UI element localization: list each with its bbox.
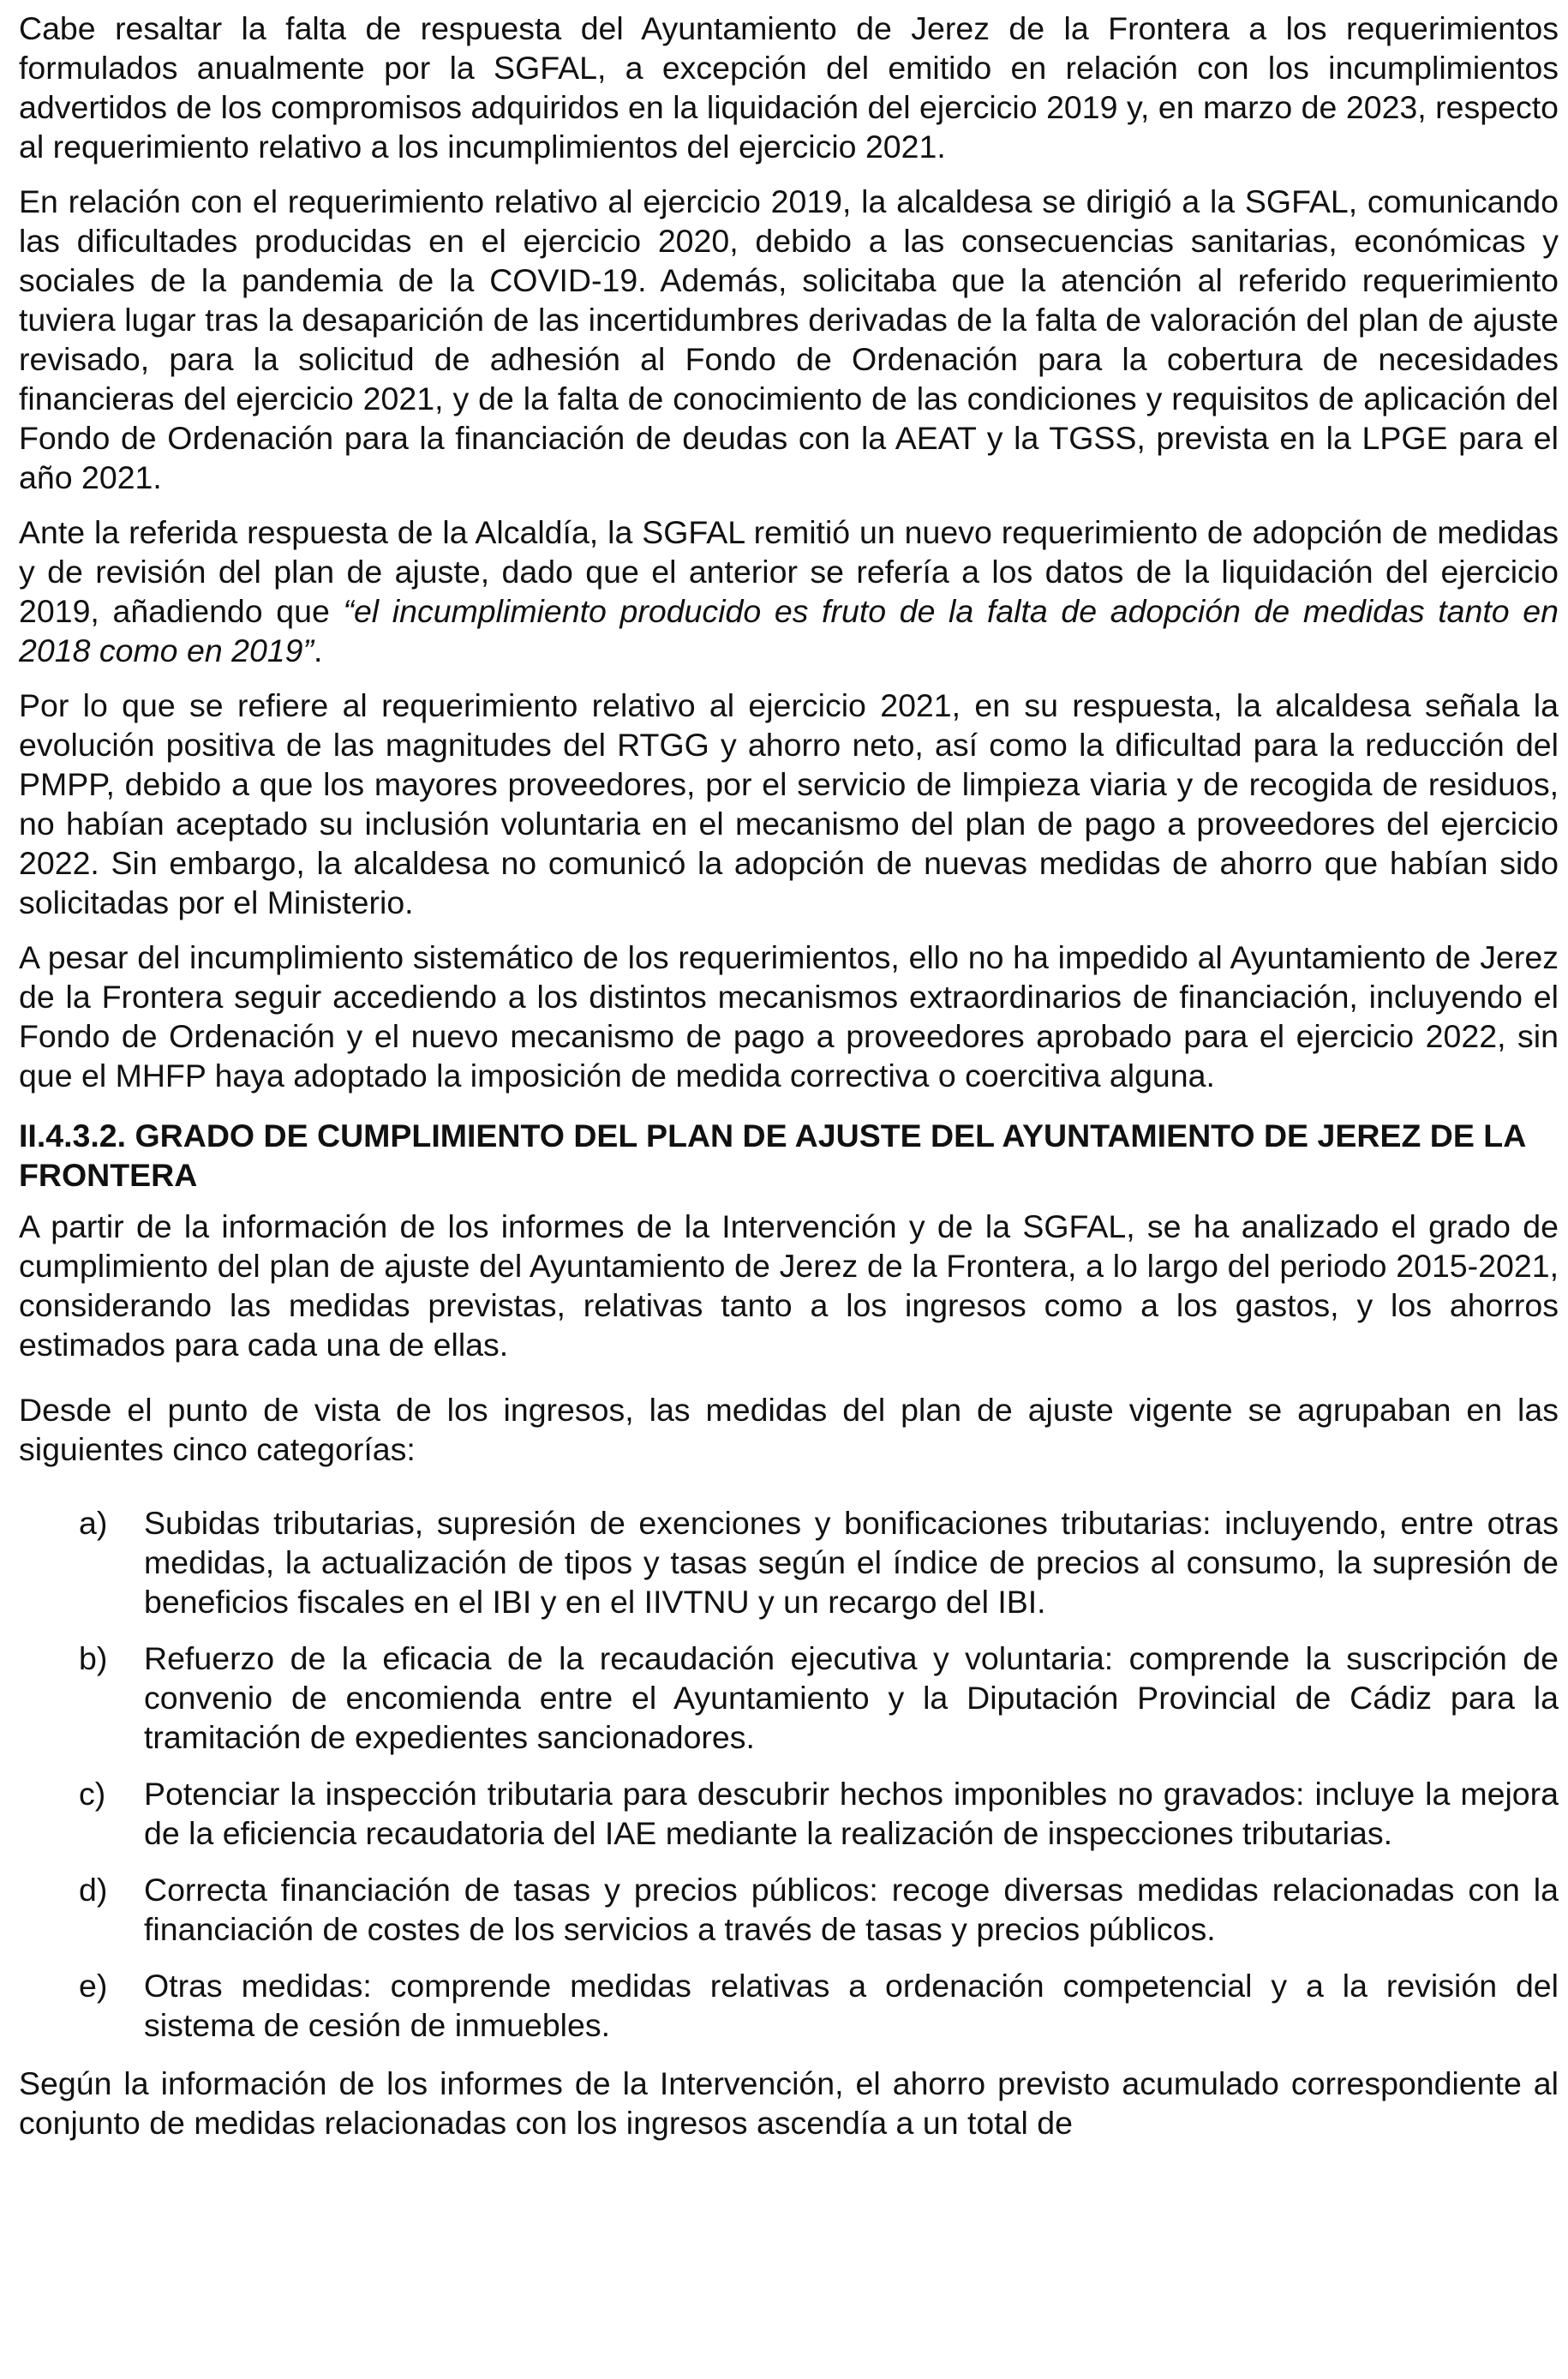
- list-item: [19, 1503, 1559, 1621]
- list-marker: c): [79, 1776, 106, 1812]
- paragraph-5: A pesar del incumplimiento sistemático de los requerimientos, ello no ha impedido al Ayuntamiento de Jerez de la Frontera seguir accediendo a los distintos mecanismos extraordinarios de financiación, incluyendo el Fondo de Ordenación y el nuevo mecanismo de pago a proveedores aprobado para el ejercicio 2022, sin que el MHFP haya adoptado la imposición de medida correctiva o coercitiva alguna.: [19, 939, 1559, 1094]
- list-item: [19, 1870, 1559, 1949]
- list-marker: d): [79, 1872, 108, 1908]
- paragraph-3-text: Ante la referida respuesta de la Alcaldía, la SGFAL remitió un nuevo requerimiento de adopción de medidas y de revisión del plan de ajuste, dado que el anterior se refería a los datos de la liquidación del ejercicio 2019, añadiendo que: [19, 514, 1559, 629]
- paragraph-8: Según la información de los informes de la Intervención, el ahorro previsto acumulado correspondiente al conjunto de medidas relacionadas con los ingresos ascendía a un total de: [19, 2065, 1559, 2141]
- income-measures-list: [19, 1503, 1559, 2045]
- list-item: [19, 1966, 1559, 2045]
- list-item: [19, 1639, 1559, 1757]
- list-item-text: Potenciar la inspección tributaria para descubrir hechos imponibles no gravados: incluye la mejora de la eficiencia recaudatoria del IAE mediante la realización de inspecciones tributarias.: [144, 1776, 1559, 1851]
- paragraph-2: En relación con el requerimiento relativo al ejercicio 2019, la alcaldesa se dirigió a la SGFAL, comunicando las dificultades producidas en el ejercicio 2020, debido a las consecuencias sanitarias, económicas y sociales de la pandemia de la COVID-19. Además, solicitaba que la atención al referido requerimiento tuviera lugar tras la desaparición de las incertidumbres derivadas de la falta de valoración del plan de ajuste revisado, para la solicitud de adhesión al Fondo de Ordenación para la cobertura de necesidades financieras del ejercicio 2021, y de la falta de conocimiento de las condiciones y requisitos de aplicación del Fondo de Ordenación para la financiación de deudas con la AEAT y la TGSS, prevista en la LPGE para el año 2021.: [19, 183, 1559, 495]
- list-marker: e): [79, 1968, 108, 2004]
- section-heading: II.4.3.2. GRADO DE CUMPLIMIENTO DEL PLAN DE AJUSTE DEL AYUNTAMIENTO DE JEREZ DE LA FRONTERA: [19, 1118, 1525, 1193]
- list-marker: a): [79, 1505, 108, 1541]
- paragraph-1: Cabe resaltar la falta de respuesta del Ayuntamiento de Jerez de la Frontera a los requerimientos formulados anualmente por la SGFAL, a excepción del emitido en relación con los incumplimientos advertidos de los compromisos adquiridos en la liquidación del ejercicio 2019 y, en marzo de 2023, respecto al requerimiento relativo a los incumplimientos del ejercicio 2021.: [19, 10, 1559, 165]
- paragraph-3: [19, 512, 1559, 670]
- list-marker: b): [79, 1640, 108, 1676]
- paragraph-3-end: .: [314, 632, 323, 668]
- paragraph-6: A partir de la información de los informes de la Intervención y de la SGFAL, se ha analizado el grado de cumplimiento del plan de ajuste del Ayuntamiento de Jerez de la Frontera, a lo largo del periodo 2015-2021, considerando las medidas previstas, relativas tanto a los ingresos como a los gastos, y los ahorros estimados para cada una de ellas.: [19, 1208, 1559, 1363]
- paragraph-7: Desde el punto de vista de los ingresos, las medidas del plan de ajuste vigente se agrupaban en las siguientes cinco categorías:: [19, 1392, 1559, 1467]
- list-item-text: Correcta financiación de tasas y precios públicos: recoge diversas medidas relacionadas con la financiación de costes de los servicios a través de tasas y precios públicos.: [144, 1872, 1559, 1947]
- list-item-text: Refuerzo de la eficacia de la recaudación ejecutiva y voluntaria: comprende la suscripción de convenio de encomienda entre el Ayuntamiento y la Diputación Provincial de Cádiz para la tramitación de expedientes sancionadores.: [144, 1640, 1559, 1755]
- document-page: [19, 9, 1559, 2158]
- paragraph-4: Por lo que se refiere al requerimiento relativo al ejercicio 2021, en su respuesta, la alcaldesa señala la evolución positiva de las magnitudes del RTGG y ahorro neto, así como la dificultad para la reducción del PMPP, debido a que los mayores proveedores, por el servicio de limpieza viaria y de recogida de residuos, no habían aceptado su inclusión voluntaria en el mecanismo del plan de pago a proveedores del ejercicio 2022. Sin embargo, la alcaldesa no comunicó la adopción de nuevas medidas de ahorro que habían sido solicitadas por el Ministerio.: [19, 687, 1559, 920]
- paragraph-3-quote: “el incumplimiento producido es fruto de la falta de adopción de medidas tanto en 2018 como en 2019”: [19, 593, 1559, 668]
- list-item-text: Otras medidas: comprende medidas relativas a ordenación competencial y a la revisión del sistema de cesión de inmuebles.: [144, 1968, 1559, 2043]
- list-item-text: Subidas tributarias, supresión de exenciones y bonificaciones tributarias: incluyendo, entre otras medidas, la actualización de tipos y tasas según el índice de precios al consumo, la supresión de beneficios fiscales en el IBI y en el IIVTNU y un recargo del IBI.: [144, 1505, 1559, 1620]
- list-item: [19, 1774, 1559, 1853]
